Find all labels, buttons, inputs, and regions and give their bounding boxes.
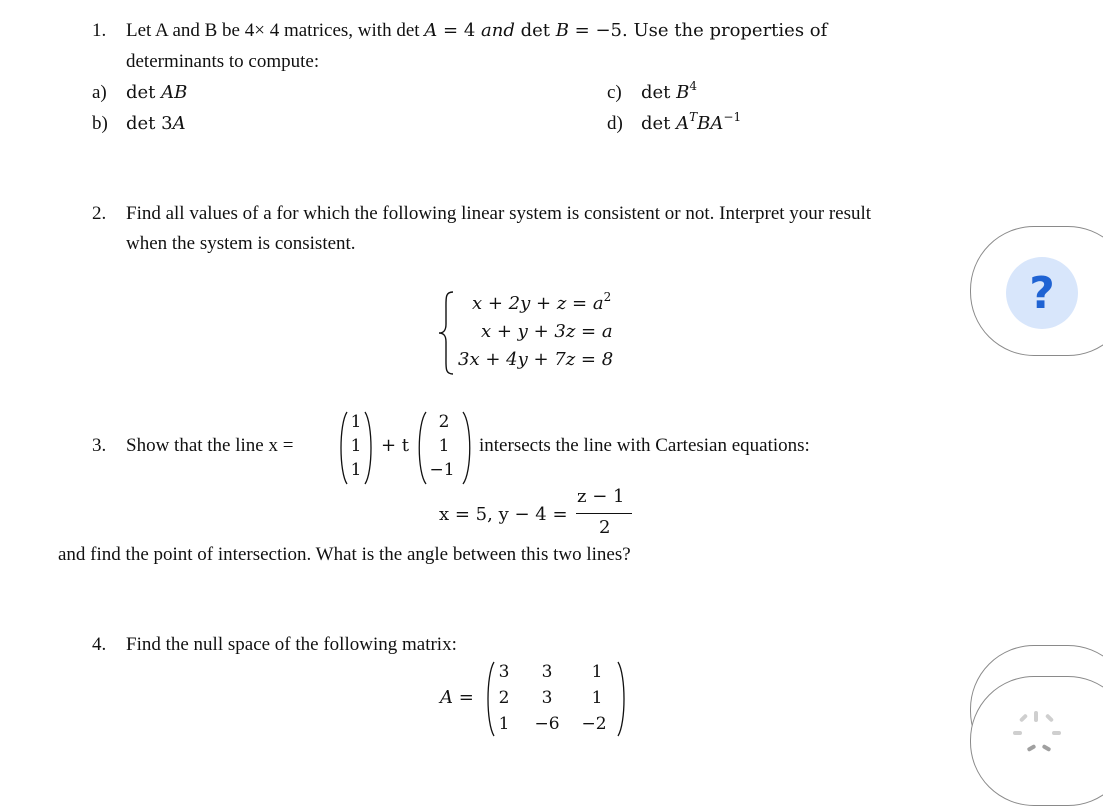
- q1-part-b: [126, 113, 186, 135]
- q1-part-b-label: b): [92, 113, 108, 134]
- q1-line-1: [126, 20, 827, 42]
- q2-eq-1-text: x + 2y + z = a: [472, 293, 604, 314]
- q1-text-a: Let A and B be 4× 4 matrices, with det: [126, 20, 425, 41]
- q1-part-c-det: det: [641, 82, 677, 103]
- q2-line-1: Find all values of a for which the following linear system is consistent or not. Interpret your result: [126, 203, 872, 224]
- q3-vector-2-entry: 2: [438, 412, 450, 432]
- q1-part-c: [641, 79, 698, 104]
- q1-part-b-expr: A: [172, 113, 186, 134]
- q4-matrix-cell: 3: [541, 662, 553, 682]
- q3-closing: and find the point of intersection. What is the angle between this two lines?: [58, 544, 631, 565]
- q1-part-d-expr-1: A: [676, 113, 690, 134]
- q4-text: Find the null space of the following matrix:: [126, 634, 457, 655]
- q3-cartesian-numerator: z − 1: [577, 486, 625, 507]
- q3-cartesian-lhs: x = 5, y − 4 =: [439, 504, 568, 525]
- q1-text-d: = −5. Use the properties of: [568, 20, 828, 41]
- q3-fraction-bar: [576, 513, 632, 514]
- q2-eq-1: [472, 290, 612, 315]
- q3-vector-1-entry: 1: [350, 436, 362, 456]
- q1-part-c-exp: 4: [689, 79, 698, 93]
- q1-text-c: det: [514, 20, 556, 41]
- q2-number: 2.: [92, 203, 107, 224]
- q3-vector-2-entry: 1: [438, 436, 450, 456]
- q3-vector-2-entry: −1: [429, 460, 455, 480]
- q1-part-d-expr-2: BA: [697, 113, 724, 134]
- q3-cartesian-denominator: 2: [599, 517, 611, 538]
- loading-spinner-icon: [1006, 708, 1070, 755]
- q4-matrix-cell: 1: [498, 714, 510, 734]
- q3-vector-1: [336, 410, 376, 486]
- q4-number: 4.: [92, 634, 107, 655]
- q3-vector-2: [413, 410, 475, 486]
- q4-matrix: [484, 660, 630, 738]
- q1-part-d-exp-2: −1: [723, 110, 742, 124]
- q4-matrix-lhs: A =: [440, 687, 474, 708]
- q1-number: 1.: [92, 20, 107, 41]
- q2-eq-1-exp: 2: [603, 290, 612, 304]
- q1-part-a: [126, 82, 187, 104]
- q4-matrix-cell: 1: [591, 662, 603, 682]
- q1-part-d-label: d): [607, 113, 623, 134]
- q4-matrix-cell: 1: [591, 688, 603, 708]
- q1-text-b: = 4: [437, 20, 481, 41]
- q2-line-2: when the system is consistent.: [126, 233, 356, 254]
- q1-var-b: B: [555, 20, 569, 41]
- q1-part-d-det: det: [641, 113, 677, 134]
- q1-part-a-expr: AB: [161, 82, 188, 103]
- q1-and: and: [481, 20, 515, 41]
- q1-part-c-label: c): [607, 82, 622, 103]
- q2-eq-2: x + y + 3z = a: [481, 321, 613, 342]
- q1-part-d-exp-1: T: [689, 110, 698, 124]
- q1-part-d: [641, 110, 742, 135]
- q3-plus-t: + t: [381, 435, 410, 456]
- q3-tail: intersects the line with Cartesian equations:: [479, 435, 810, 456]
- q4-matrix-cell: −6: [534, 714, 560, 734]
- q1-part-c-expr: B: [676, 82, 690, 103]
- question-mark-icon: ?: [1029, 267, 1055, 319]
- q2-eq-3: 3x + 4y + 7z = 8: [458, 349, 614, 370]
- help-button[interactable]: [1006, 257, 1078, 329]
- q1-line-2: determinants to compute:: [126, 51, 320, 72]
- q4-matrix-cell: 3: [541, 688, 553, 708]
- q4-matrix-cell: 3: [498, 662, 510, 682]
- q3-number: 3.: [92, 435, 107, 456]
- q2-system-brace: [436, 290, 456, 382]
- q4-matrix-cell: −2: [581, 714, 607, 734]
- q1-part-a-det: det: [126, 82, 162, 103]
- q3-vector-1-entry: 1: [350, 412, 362, 432]
- q4-matrix-cell: 2: [498, 688, 510, 708]
- q3-lead: Show that the line x =: [126, 435, 294, 456]
- q1-part-b-det: det 3: [126, 113, 173, 134]
- q1-var-a: A: [424, 20, 438, 41]
- q1-part-a-label: a): [92, 82, 107, 103]
- q3-vector-1-entry: 1: [350, 460, 362, 480]
